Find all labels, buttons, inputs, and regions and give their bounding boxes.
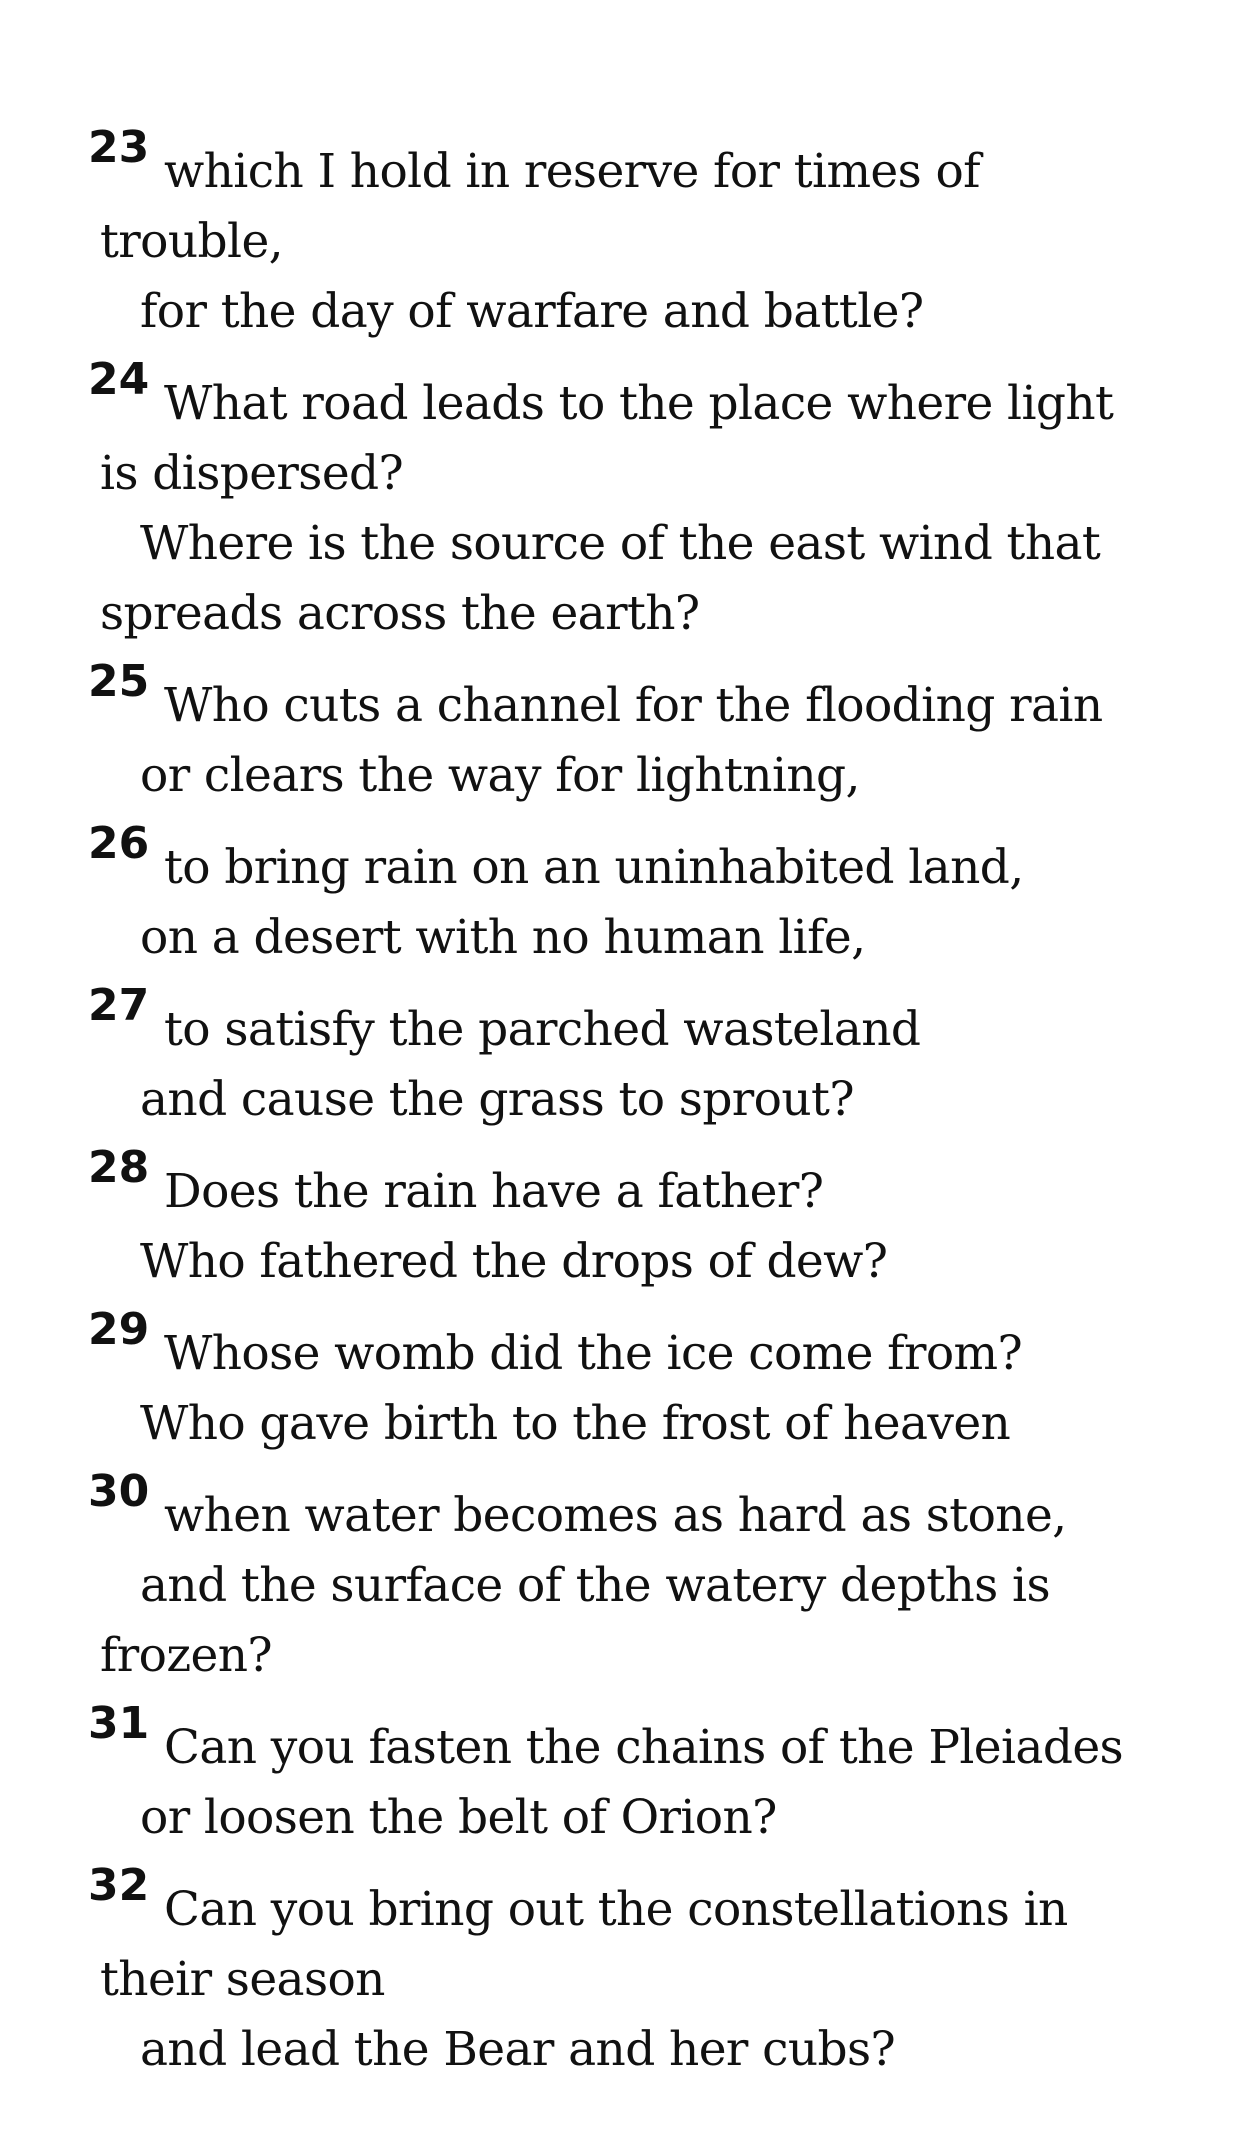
verse-26 xyxy=(0,818,1242,965)
verse-29 xyxy=(0,1304,1242,1451)
verse-line: is dispersed? xyxy=(100,446,404,501)
verse-line: their season xyxy=(100,1952,385,2007)
verse-line: Who fathered the drops of dew? xyxy=(140,1234,888,1289)
verse-line: Who gave birth to the frost of heaven xyxy=(140,1396,1011,1451)
verse-number: 25 xyxy=(88,656,150,707)
verse-32 xyxy=(0,1860,1242,2077)
verse-28 xyxy=(0,1142,1242,1289)
verse-25 xyxy=(0,656,1242,803)
verse-line: spreads across the earth? xyxy=(100,586,700,641)
verse-line: and the surface of the watery depths is xyxy=(140,1558,1050,1613)
verse-line: trouble, xyxy=(100,214,283,269)
verse-line: on a desert with no human life, xyxy=(140,910,866,965)
verse-number: 27 xyxy=(88,980,150,1031)
verse-line: or loosen the belt of Orion? xyxy=(140,1790,777,1845)
verse-line: or clears the way for lightning, xyxy=(140,748,860,803)
verse-number: 28 xyxy=(88,1142,150,1193)
verse-line: What road leads to the place where light xyxy=(164,376,1114,431)
verse-30 xyxy=(0,1466,1242,1683)
verse-number: 24 xyxy=(88,354,150,405)
verse-number: 26 xyxy=(88,818,150,869)
verse-line: to bring rain on an uninhabited land, xyxy=(164,840,1024,895)
verse-line: when water becomes as hard as stone, xyxy=(164,1488,1067,1543)
verse-line: which I hold in reserve for times of xyxy=(164,144,980,199)
verse-number: 23 xyxy=(88,122,150,173)
verse-24 xyxy=(0,354,1242,641)
verse-line: and cause the grass to sprout? xyxy=(140,1072,854,1127)
verse-line: Does the rain have a father? xyxy=(164,1164,824,1219)
verse-number: 30 xyxy=(88,1466,150,1517)
verse-31 xyxy=(0,1698,1242,1845)
verse-line: for the day of warfare and battle? xyxy=(140,284,924,339)
verse-number: 32 xyxy=(88,1860,150,1911)
verse-line: Can you bring out the constellations in xyxy=(164,1882,1068,1937)
verse-23 xyxy=(0,122,1242,339)
verse-line: Who cuts a channel for the flooding rain xyxy=(164,678,1103,733)
verse-line: Where is the source of the east wind that xyxy=(140,516,1101,571)
verse-line: Can you fasten the chains of the Pleiades xyxy=(164,1720,1124,1775)
verse-line: Whose womb did the ice come from? xyxy=(164,1326,1023,1381)
verse-number: 29 xyxy=(88,1304,150,1355)
verse-line: to satisfy the parched wasteland xyxy=(164,1002,921,1057)
verse-line: and lead the Bear and her cubs? xyxy=(140,2022,896,2077)
verse-27 xyxy=(0,980,1242,1127)
verse-line: frozen? xyxy=(100,1628,273,1683)
verse-number: 31 xyxy=(88,1698,150,1749)
